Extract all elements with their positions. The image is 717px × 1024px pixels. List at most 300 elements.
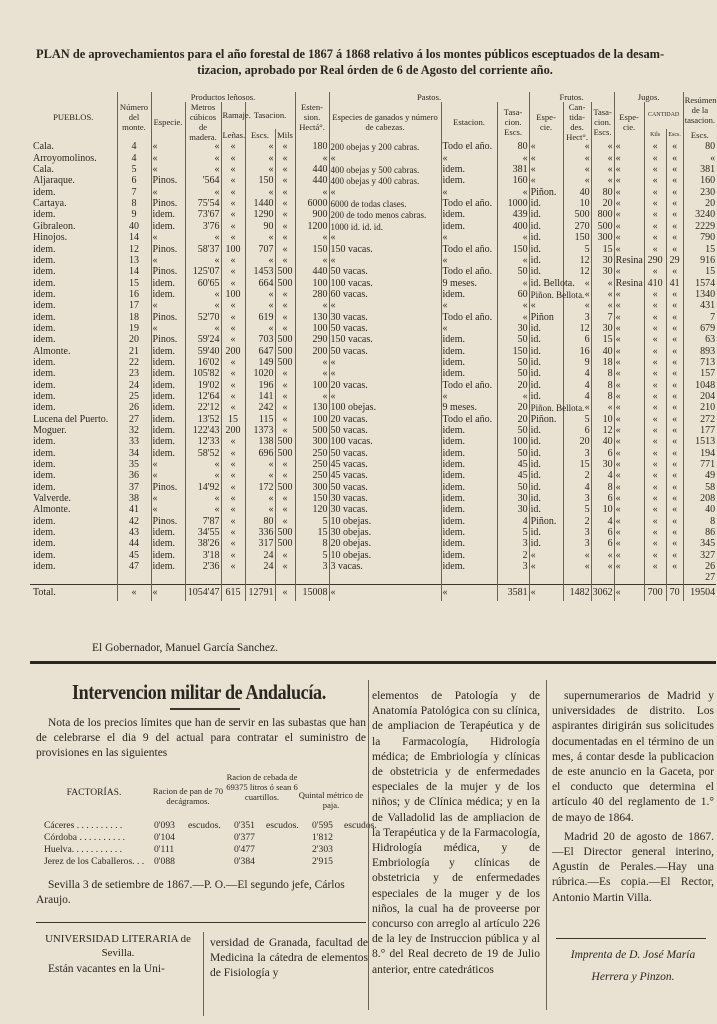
- table-cell: 41: [117, 505, 151, 516]
- table-cell: 1000 id. id. id.: [329, 221, 441, 232]
- table-cell: idem.: [441, 494, 497, 505]
- table-cell: «: [221, 335, 245, 346]
- table-row: [30, 539, 716, 550]
- table-cell: 707: [245, 244, 275, 255]
- table-cell: 6: [563, 426, 591, 437]
- table-cell: «: [666, 426, 683, 437]
- table-cell: idem.: [33, 561, 56, 573]
- table-cell: 12'64: [185, 392, 221, 403]
- table-cell: «: [151, 165, 185, 176]
- table-cell: «: [644, 403, 666, 414]
- table-row: [30, 142, 716, 153]
- table-cell: 679: [683, 324, 716, 335]
- table-cell: id.: [529, 392, 563, 403]
- table-cell: «: [275, 471, 295, 482]
- table-cell: «: [245, 460, 275, 471]
- table-cell: «: [185, 324, 221, 335]
- factoria-row: [44, 820, 384, 831]
- table-cell: idem.: [33, 300, 56, 312]
- factoria-ceb: 0'384: [234, 856, 255, 867]
- table-cell: id.: [529, 528, 563, 539]
- table-cell: 33: [117, 437, 151, 448]
- table-cell: [644, 573, 666, 585]
- table-row: [30, 392, 716, 403]
- table-cell: 34: [117, 448, 151, 459]
- table-cell: id.: [529, 505, 563, 516]
- table-cell: «: [275, 142, 295, 153]
- table-cell: 30: [497, 494, 529, 505]
- table-cell: 6: [117, 176, 151, 187]
- table-cell: 20 vacas.: [329, 380, 441, 391]
- table-row: [30, 448, 716, 459]
- table-cell: 317: [245, 539, 275, 550]
- table-cell: 13'52: [185, 414, 221, 425]
- table-cell: «: [275, 165, 295, 176]
- table-cell: 80: [497, 142, 529, 153]
- table-cell: idem.: [441, 516, 497, 527]
- table-cell: «: [441, 187, 497, 198]
- table-cell: 410: [644, 278, 666, 289]
- table-cell: Piñon.: [529, 187, 563, 198]
- table-cell: idem.: [441, 210, 497, 221]
- table-cell: idem.: [33, 322, 56, 334]
- table-cell: 327: [683, 550, 716, 561]
- table-cell: 500: [275, 335, 295, 346]
- cebada-header: Racion de cebada de 69375 litros ó sean 6 cuartillos.: [226, 772, 298, 802]
- table-cell: Almonte.: [33, 504, 71, 516]
- table-cell: «: [329, 187, 441, 198]
- table-cell: 431: [683, 301, 716, 312]
- table-cell: 42: [117, 516, 151, 527]
- table-cell: id.: [529, 346, 563, 357]
- table-cell: idem.: [33, 402, 56, 414]
- table-cell: «: [563, 562, 591, 573]
- table-cell: 3'18: [185, 550, 221, 561]
- table-cell: 75'54: [185, 199, 221, 210]
- table-cell: «: [221, 255, 245, 266]
- factoria-row: [44, 844, 384, 855]
- table-cell: 100: [221, 244, 245, 255]
- table-cell: «: [221, 369, 245, 380]
- table-cell: «: [666, 176, 683, 187]
- table-cell: 50: [497, 267, 529, 278]
- table-cell: «: [275, 210, 295, 221]
- table-cell: 138: [245, 437, 275, 448]
- table-cell: 500: [275, 437, 295, 448]
- table-cell: «: [666, 346, 683, 357]
- table-cell: 60 vacas.: [329, 289, 441, 300]
- table-cell: «: [441, 255, 497, 266]
- table-cell: 7: [117, 187, 151, 198]
- table-cell: 900: [295, 210, 329, 221]
- column-2-text: elementos de Patología y de Anatomía Patológica con su clínica, de ampliacion de Terapéutica y de la Farmacología, Hidrología médica; de Embriología y clínicas de obstetricia y de enfermedades especiales de la mujer y de los niños; y de Clínica médica; y en la de Valladolid las de ampliacion de la Terapéutica y de la Farmacología, Hidrología médica, y de Embriología y clínicas de obstetricia y de enfermedades especiales de la muger y de los niños, la cual ha de proveerse por concurso con arreglo al artículo 226 de la ley de Instruccion pública y al 8.° del Real decreto de 19 de Julio anterior, entre catedráticos: [372, 690, 540, 976]
- table-cell: «: [563, 153, 591, 164]
- table-cell: 664: [245, 278, 275, 289]
- table-cell: 210: [683, 403, 716, 414]
- table-cell: [295, 573, 329, 585]
- table-cell: 150: [563, 233, 591, 244]
- table-cell: 381: [497, 165, 529, 176]
- table-cell: «: [185, 505, 221, 516]
- table-row: [30, 312, 716, 323]
- table-cell: «: [245, 233, 275, 244]
- table-cell: 150 vacas.: [329, 244, 441, 255]
- table-cell: «: [644, 165, 666, 176]
- table-cell: 7: [591, 312, 614, 323]
- table-cell: «: [275, 585, 295, 602]
- table-cell: 150: [295, 494, 329, 505]
- factoria-u1: escudos.: [188, 820, 221, 831]
- table-cell: 12: [563, 255, 591, 266]
- plan-table-body: [30, 142, 716, 601]
- table-cell: 37: [117, 482, 151, 493]
- table-cell: «: [497, 392, 529, 403]
- table-cell: «: [185, 460, 221, 471]
- table-cell: «: [529, 165, 563, 176]
- table-cell: «: [221, 199, 245, 210]
- table-cell: 35: [117, 460, 151, 471]
- table-cell: idem.: [151, 346, 185, 357]
- table-row: [30, 289, 716, 300]
- table-cell: 30 vacas.: [329, 494, 441, 505]
- table-cell: «: [295, 301, 329, 312]
- table-cell: 10: [563, 199, 591, 210]
- table-cell: 4: [591, 471, 614, 482]
- table-cell: [245, 573, 275, 585]
- table-cell: 5: [563, 244, 591, 255]
- table-cell: «: [644, 550, 666, 561]
- table-cell: «: [644, 380, 666, 391]
- table-row: [30, 165, 716, 176]
- table-cell: idem.: [151, 380, 185, 391]
- table-cell: «: [441, 301, 497, 312]
- table-cell: 3: [563, 448, 591, 459]
- table-cell: idem.: [33, 266, 56, 278]
- table-cell: 8: [591, 380, 614, 391]
- table-cell: 40: [563, 187, 591, 198]
- table-cell: 59'24: [185, 335, 221, 346]
- table-cell: «: [614, 324, 644, 335]
- group-productos: Productos leñosos.: [151, 92, 295, 102]
- table-cell: 5: [497, 528, 529, 539]
- table-row: [30, 380, 716, 391]
- table-cell: Arroyomolinos.: [33, 152, 97, 164]
- table-cell: idem.: [33, 436, 56, 448]
- table-cell: «: [245, 301, 275, 312]
- table-cell: 177: [683, 426, 716, 437]
- table-cell: 15: [683, 267, 716, 278]
- table-cell: 27: [117, 414, 151, 425]
- table-cell: idem.: [33, 186, 56, 198]
- table-cell: [275, 573, 295, 585]
- table-cell: 16: [563, 346, 591, 357]
- table-cell: Resina: [615, 277, 643, 289]
- table-cell: «: [185, 142, 221, 153]
- table-cell: «: [275, 505, 295, 516]
- table-cell: idem.: [441, 471, 497, 482]
- table-cell: «: [563, 142, 591, 153]
- plan-heading-line2: tizacion, aprobado por Real órden de 6 de Agosto del corriente año.: [197, 63, 553, 77]
- table-cell: 1200: [295, 221, 329, 232]
- table-cell: idem.: [33, 311, 56, 323]
- table-cell: 16: [117, 289, 151, 300]
- factoria-name: Huelva. . . . . . . . . . .: [44, 844, 123, 855]
- table-cell: «: [245, 187, 275, 198]
- table-cell: «: [644, 494, 666, 505]
- table-cell: «: [295, 358, 329, 369]
- table-cell: 400 obejas y 500 cabras.: [329, 165, 441, 176]
- table-cell: «: [329, 233, 441, 244]
- table-cell: «: [666, 392, 683, 403]
- table-cell: 4: [117, 153, 151, 164]
- table-cell: «: [614, 153, 644, 164]
- col-jugos-especie: Espe- cie.: [614, 102, 644, 142]
- table-cell: 1048: [683, 380, 716, 391]
- table-cell: 30: [591, 267, 614, 278]
- table-cell: 6: [591, 448, 614, 459]
- table-cell: 70: [666, 585, 683, 602]
- table-cell: «: [441, 392, 497, 403]
- univ-divider: [36, 922, 366, 923]
- table-cell: «: [221, 539, 245, 550]
- table-cell: id.: [529, 210, 563, 221]
- table-cell: 500: [275, 448, 295, 459]
- table-cell: «: [666, 369, 683, 380]
- table-cell: 50: [497, 369, 529, 380]
- table-cell: [614, 573, 644, 585]
- table-cell: «: [529, 142, 563, 153]
- table-cell: «: [591, 142, 614, 153]
- table-cell: Pinos.: [151, 516, 185, 527]
- table-cell: 615: [221, 585, 245, 602]
- table-cell: 194: [683, 448, 716, 459]
- table-cell: «: [221, 142, 245, 153]
- table-cell: 58'37: [185, 244, 221, 255]
- table-row: [30, 403, 716, 414]
- factoria-ceb: 0'477: [234, 844, 255, 855]
- table-cell: «: [666, 380, 683, 391]
- table-cell: Moguer.: [33, 425, 67, 437]
- col-ramaje: Ramaje.: [221, 102, 245, 129]
- table-cell: id. Bellota.: [530, 277, 575, 289]
- table-cell: 15: [591, 244, 614, 255]
- table-cell: «: [221, 380, 245, 391]
- table-row: [30, 267, 716, 278]
- table-cell: 100: [295, 278, 329, 289]
- table-cell: «: [666, 335, 683, 346]
- table-row: [30, 528, 716, 539]
- table-cell: idem.: [151, 562, 185, 573]
- table-cell: «: [614, 516, 644, 527]
- table-cell: 500: [275, 528, 295, 539]
- table-cell: 50 vacas.: [329, 267, 441, 278]
- col-estacion: Estacion.: [441, 102, 497, 142]
- table-cell: «: [644, 335, 666, 346]
- table-cell: 647: [245, 346, 275, 357]
- table-cell: 2: [563, 516, 591, 527]
- table-cell: «: [591, 301, 614, 312]
- table-cell: Todo el año.: [441, 267, 497, 278]
- table-cell: idem.: [441, 539, 497, 550]
- table-cell: [666, 573, 683, 585]
- table-row: [30, 562, 716, 573]
- table-cell: «: [614, 426, 644, 437]
- table-cell: «: [275, 199, 295, 210]
- table-cell: '564: [185, 176, 221, 187]
- table-cell: 100: [497, 437, 529, 448]
- table-cell: id.: [529, 471, 563, 482]
- table-cell: «: [614, 176, 644, 187]
- table-cell: 200 de todo menos cabras.: [329, 210, 441, 221]
- table-cell: 200 obejas y 200 cabras.: [329, 142, 441, 153]
- table-row: [30, 153, 716, 164]
- table-cell: idem.: [33, 527, 56, 539]
- table-cell: 25: [117, 392, 151, 403]
- table-cell: Piñon: [529, 312, 563, 323]
- table-cell: idem.: [441, 505, 497, 516]
- table-cell: 125'07: [185, 267, 221, 278]
- column-3-paragraph: supernumerarios de Madrid y universidades de distrito. Los aspirantes dirigirán sus solicitudes documentadas en el término de un mes, á contar desde la publicacion de este anuncio en la Gaceta, por el conducto que determina el artículo 40 del reglamento de 1.° de mayo de 1864.: [552, 690, 714, 824]
- table-cell: «: [644, 414, 666, 425]
- table-cell: 19504: [683, 585, 716, 602]
- table-cell: Cartaya.: [33, 198, 67, 210]
- table-cell: Pinos.: [151, 312, 185, 323]
- table-cell: 22'12: [185, 403, 221, 414]
- table-cell: 280: [295, 289, 329, 300]
- table-cell: «: [614, 267, 644, 278]
- table-cell: 250: [295, 448, 329, 459]
- table-cell: «: [185, 301, 221, 312]
- table-cell: id.: [529, 267, 563, 278]
- table-cell: «: [245, 165, 275, 176]
- table-cell: 150: [497, 244, 529, 255]
- table-cell: idem.: [151, 414, 185, 425]
- table-cell: 38: [117, 494, 151, 505]
- table-cell: 208: [683, 494, 716, 505]
- table-cell: idem.: [151, 289, 185, 300]
- table-cell: «: [221, 187, 245, 198]
- table-cell: idem.: [151, 437, 185, 448]
- table-cell: «: [614, 550, 644, 561]
- table-cell: 6000 de todas clases.: [329, 199, 441, 210]
- table-cell: «: [221, 471, 245, 482]
- table-cell: 2: [563, 471, 591, 482]
- table-cell: «: [245, 142, 275, 153]
- table-cell: id.: [529, 448, 563, 459]
- table-row: [30, 335, 716, 346]
- table-cell: 381: [683, 165, 716, 176]
- table-cell: «: [644, 562, 666, 573]
- table-cell: «: [614, 505, 644, 516]
- table-cell: 43: [117, 528, 151, 539]
- table-cell: 26: [117, 403, 151, 414]
- table-cell: 4: [497, 516, 529, 527]
- table-cell: Cala.: [33, 164, 54, 176]
- table-cell: «: [529, 550, 563, 561]
- table-cell: 700: [644, 585, 666, 602]
- table-cell: id.: [529, 460, 563, 471]
- section-divider: [30, 661, 716, 664]
- table-cell: «: [151, 255, 185, 266]
- governor-signature: El Gobernador, Manuel García Sanchez.: [92, 642, 279, 654]
- table-cell: idem.: [441, 448, 497, 459]
- table-cell: 400 obejas y 400 cabras.: [329, 176, 441, 187]
- table-cell: idem.: [441, 335, 497, 346]
- table-cell: Pinos.: [151, 335, 185, 346]
- table-cell: «: [497, 187, 529, 198]
- table-cell: 15: [683, 244, 716, 255]
- table-cell: idem.: [151, 278, 185, 289]
- table-row: [30, 187, 716, 198]
- table-cell: [563, 573, 591, 585]
- table-cell: id.: [529, 335, 563, 346]
- table-cell: «: [614, 403, 644, 414]
- table-cell: 73'67: [185, 210, 221, 221]
- col-jugos-escs: Escs.: [666, 129, 683, 142]
- col-tasacion: Tasacion.: [245, 102, 295, 129]
- table-cell: idem.: [151, 448, 185, 459]
- table-cell: 12: [563, 324, 591, 335]
- table-cell: 4: [563, 380, 591, 391]
- table-cell: «: [644, 210, 666, 221]
- table-cell: «: [644, 153, 666, 164]
- table-cell: «: [151, 153, 185, 164]
- table-cell: «: [151, 460, 185, 471]
- table-cell: Todo el año.: [441, 312, 497, 323]
- table-cell: «: [563, 289, 591, 300]
- table-cell: 713: [683, 358, 716, 369]
- table-cell: 9 meses.: [441, 278, 497, 289]
- table-cell: Lucena del Puerto.: [33, 413, 109, 425]
- table-cell: 500: [295, 426, 329, 437]
- table-cell: «: [614, 494, 644, 505]
- table-cell: Todo el año.: [441, 380, 497, 391]
- table-cell: Todo el año.: [441, 199, 497, 210]
- table-cell: Gibraleon.: [33, 220, 76, 232]
- table-cell: 12791: [245, 585, 275, 602]
- table-cell: «: [329, 153, 441, 164]
- factoria-paja: 2'303: [312, 844, 333, 855]
- table-cell: «: [275, 312, 295, 323]
- table-cell: 1054'47: [185, 585, 221, 602]
- table-cell: «: [151, 142, 185, 153]
- table-cell: 2229: [683, 221, 716, 232]
- table-cell: Resina: [615, 254, 643, 266]
- factoria-ceb: 0'351: [234, 820, 255, 831]
- table-cell: idem.: [33, 515, 56, 527]
- table-cell: «: [614, 335, 644, 346]
- table-cell: «: [614, 562, 644, 573]
- table-cell: Pinos.: [151, 482, 185, 493]
- table-cell: 10 obejas.: [329, 516, 441, 527]
- table-cell: 2'36: [185, 562, 221, 573]
- table-cell: [441, 573, 497, 585]
- table-cell: id.: [529, 221, 563, 232]
- plan-table: [30, 92, 716, 601]
- table-cell: 3062: [591, 585, 614, 602]
- table-cell: «: [614, 460, 644, 471]
- table-cell: idem.: [441, 550, 497, 561]
- table-cell: «: [644, 199, 666, 210]
- table-cell: 22: [117, 358, 151, 369]
- table-cell: «: [666, 324, 683, 335]
- table-cell: 500: [563, 210, 591, 221]
- table-cell: 1020: [245, 369, 275, 380]
- table-cell: «: [666, 187, 683, 198]
- table-cell: «: [221, 460, 245, 471]
- table-cell: 45: [117, 550, 151, 561]
- table-cell: 3240: [683, 210, 716, 221]
